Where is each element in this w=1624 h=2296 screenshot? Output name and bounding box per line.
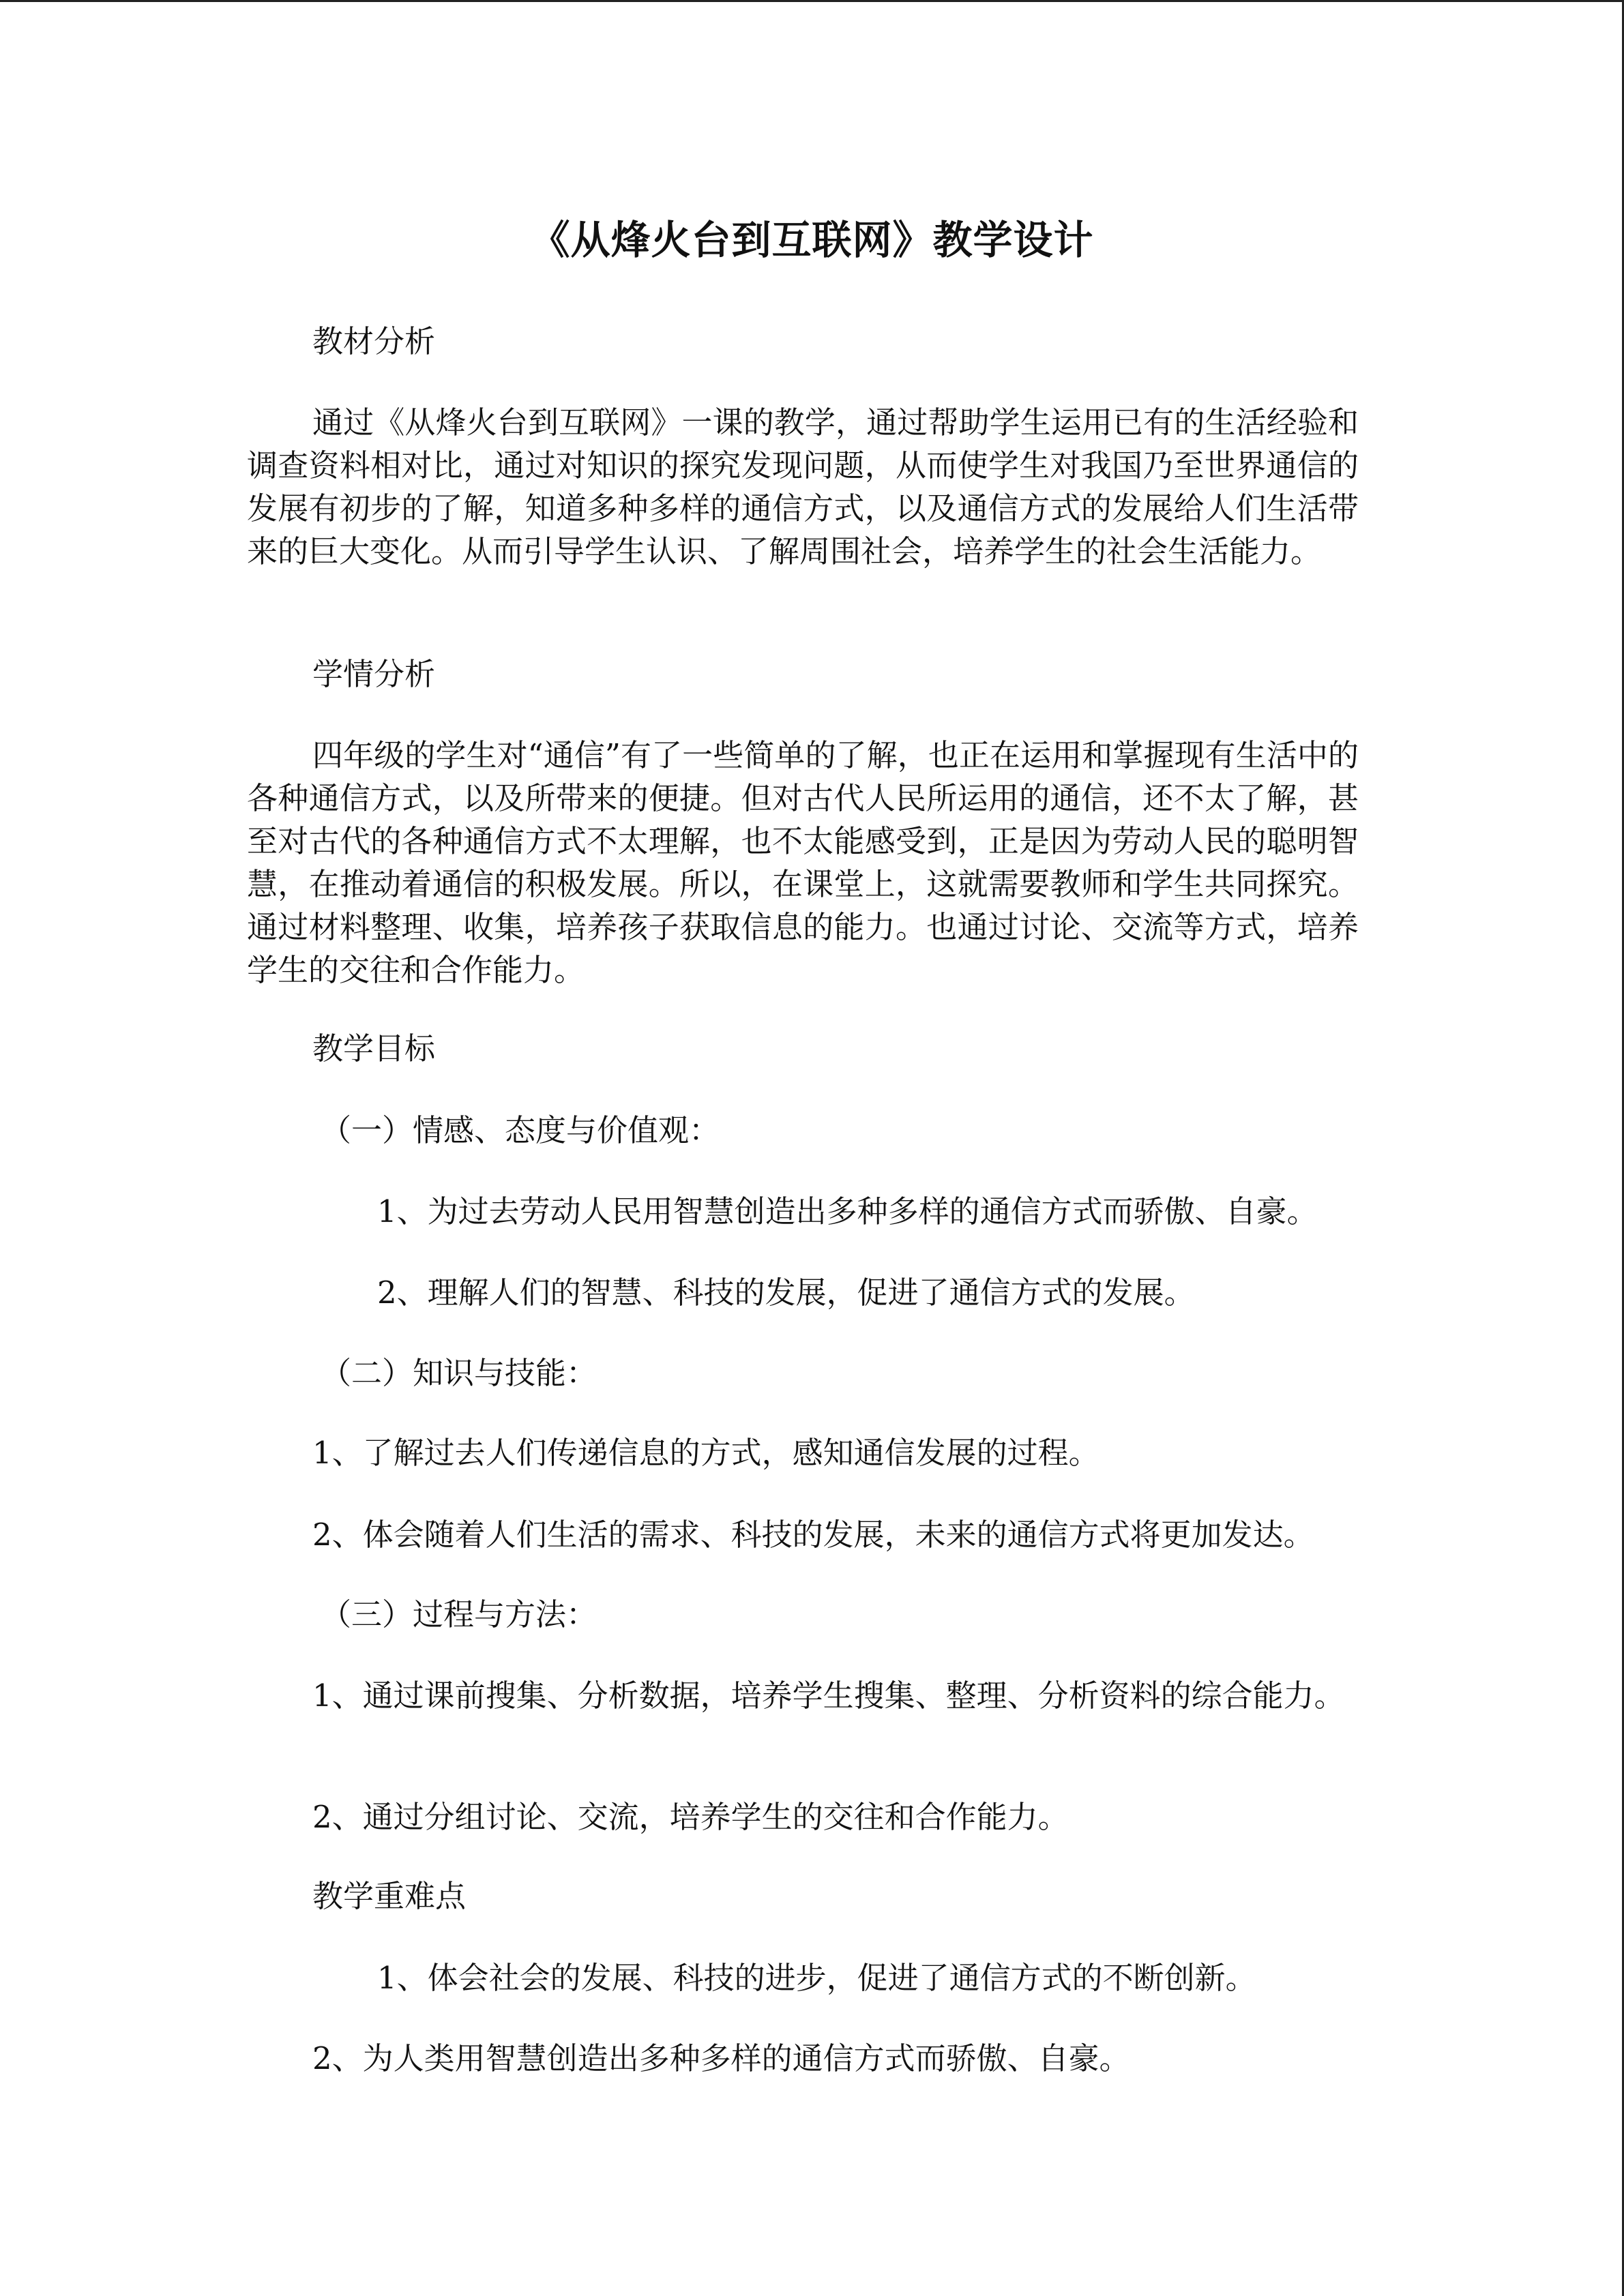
goal1-item-1: 1、为过去劳动人民用智慧创造出多种多样的通信方式而骄傲、自豪。 [377,1193,1318,1229]
heading-teaching-goals: 教学目标 [312,1030,436,1067]
page-border-top [0,0,1624,2]
goal3-item-1: 1、通过课前搜集、分析数据，培养学生搜集、整理、分析资料的综合能力。 [312,1678,1345,1714]
key-point-item-1: 1、体会社会的发展、科技的进步，促进了通信方式的不断创新。 [377,1960,1256,1996]
goal2-item-2: 2、体会随着人们生活的需求、科技的发展，未来的通信方式将更加发达。 [312,1517,1314,1553]
key-point-item-2: 2、为人类用智慧创造出多种多样的通信方式而骄傲、自豪。 [312,2040,1130,2076]
subheading-emotion-attitude-values: （一）情感、态度与价值观： [321,1112,720,1148]
goal2-item-1: 1、了解过去人们传递信息的方式，感知通信发展的过程。 [312,1435,1099,1471]
subheading-knowledge-skills: （二）知识与技能： [321,1355,597,1391]
subheading-process-methods: （三）过程与方法： [321,1596,597,1632]
paragraph-student-situation: 四年级的学生对“通信”有了一些简单的了解，也正在运用和掌握现有生活中的各种通信方式，以及所带来的便捷。但对古代人民所运用的通信，还不太了解，甚至对古代的各种通信方式不太理解，也不太能感受到，正是因为劳动人民的聪明智慧，在推动着通信的积极发展。所以，在课堂上，这就需要教师和学生共同探究。通过材料整理、收集，培养孩子获取信息的能力。也通过讨论、交流等方式，培养学生的交往和合作能力。 [247,737,1359,988]
heading-material-analysis: 教材分析 [312,323,436,359]
goal1-item-2: 2、理解人们的智慧、科技的发展，促进了通信方式的发展。 [377,1274,1195,1311]
paragraph-material-analysis: 通过《从烽火台到互联网》一课的教学，通过帮助学生运用已有的生活经验和调查资料相对比，通过对知识的探究发现问题，从而使学生对我国乃至世界通信的发展有初步的了解，知道多种多样的通信方式，以及通信方式的发展给人们生活带来的巨大变化。从而引导学生认识、了解周围社会，培养学生的社会生活能力。 [247,404,1359,569]
goal3-item-2: 2、通过分组讨论、交流，培养学生的交往和合作能力。 [312,1799,1069,1835]
document-title: 《从烽火台到互联网》教学设计 [530,217,1094,263]
heading-key-difficult-points: 教学重难点 [312,1878,467,1914]
heading-student-situation: 学情分析 [312,656,436,692]
